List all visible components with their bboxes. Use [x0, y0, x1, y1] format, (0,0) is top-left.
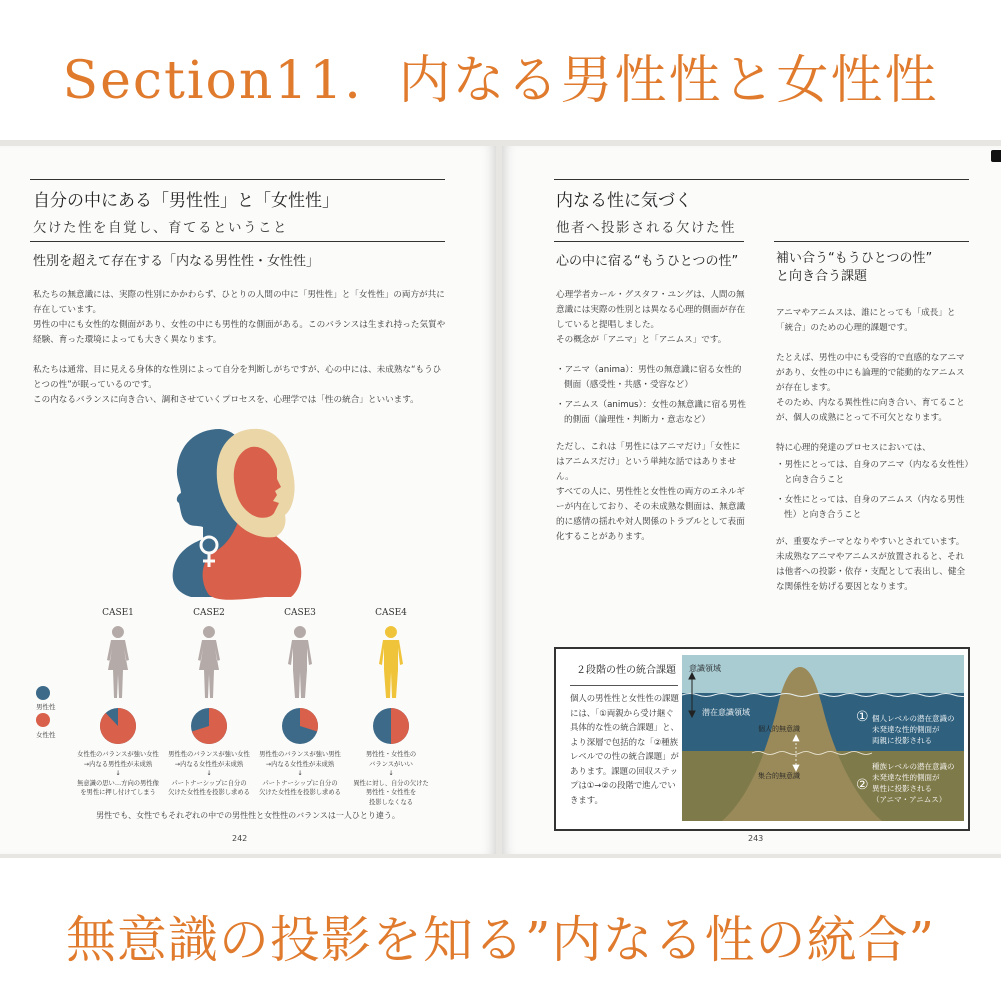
- male-figure-icon: [280, 624, 320, 700]
- title-rule-top: [30, 179, 445, 180]
- subtitle-rule: [30, 241, 445, 242]
- step-one-description: 個人レベルの潜在意識の 未発達な性的側面が 両親に投影される: [872, 714, 955, 745]
- right-page: [502, 146, 1001, 854]
- right-page-number: 243: [748, 834, 764, 843]
- diagram-title-rule: [570, 685, 678, 686]
- case-description: 女性性のバランスが強い女性 →内なる男性性が未成熟 ↓ 無意識の思い…方向の男性像 を男性に押し付けてしまう: [77, 751, 159, 796]
- pie-slice-female: [100, 708, 136, 744]
- right-page-subtitle: 他者へ投影される欠けた性: [556, 220, 736, 236]
- label-subconscious: 潜在意識領域: [702, 708, 750, 717]
- paragraph: 私たちの無意識には、実際の性別にかかわらず、ひとりの人間の中に「男性性」と「女性性」の両方が共に存在しています。: [33, 290, 445, 315]
- sky-area: [682, 655, 964, 693]
- col2-heading: 補い合う“もうひとつの性” と向き合う課題: [776, 251, 933, 284]
- paragraph: が、重要なテーマとなりやすいとされています。 未成熟なアニマやアニムスが放置されると、それは他者への投影・依存・支配として表出し、健全な関係性を妨げる要因となります。: [776, 537, 966, 592]
- list-item: ・女性にとっては、自身のアニムス（内なる男性性）と向き合うこと: [776, 495, 965, 520]
- banner-top-title: Section11．内なる男性性と女性性: [62, 51, 939, 111]
- col2-body: [776, 306, 970, 610]
- label-conscious: 意識領域: [689, 664, 721, 673]
- paragraph: 男性の中にも女性的な側面があり、女性の中にも男性的な側面がある。このバランスは生まれ持った気質や経験、育った環境によっても大きく異なります。: [33, 320, 446, 345]
- list-item: ・アニムス（animus）：女性の無意識に宿る男性的側面（論理性・判断力・意志など）: [556, 400, 746, 425]
- case-label: CASE3: [284, 608, 316, 618]
- legend-female-swatch: [36, 713, 50, 727]
- col1-rule: [554, 241, 744, 242]
- paragraph: アニマやアニムスは、誰にとっても「成長」と「統合」のための心理的課題です。: [776, 308, 956, 333]
- balance-pie-chart: [189, 706, 229, 746]
- left-page-title: 自分の中にある「男性性」と「女性性」: [33, 191, 339, 211]
- paragraph: 特に心理的発達のプロセスにおいては、: [776, 443, 931, 453]
- female-figure-icon: [189, 624, 229, 700]
- label-collective-unconscious: 集合的無意識: [758, 772, 800, 780]
- pie-slice-female: [391, 708, 409, 744]
- list-item: ・男性にとっては、自身のアニマ（内なる女性性）と向き合うこと: [776, 460, 969, 485]
- label-personal-unconscious: 個人的無意識: [758, 725, 800, 733]
- integration-diagram: [554, 647, 970, 831]
- legend-male-swatch: [36, 686, 50, 700]
- diagram-description: 個人の男性性と女性性の課題には、「①両親から受け継ぐ具体的な性の統合課題」と、より深層で包括的な「②種族レベルでの性の統合課題」があります。課題の回収ステップは①→②の段階で進んでいきます。: [570, 693, 679, 805]
- left-section-heading: 性別を超えて存在する「内なる男性性・女性性」: [33, 254, 320, 269]
- step-one-number: ①: [856, 709, 869, 725]
- col2-rule: [774, 241, 969, 242]
- case-label: CASE4: [375, 608, 407, 618]
- balance-pie-chart: [98, 706, 138, 746]
- balance-pie-chart: [280, 706, 320, 746]
- col1-body: [556, 288, 746, 560]
- right-page-title: 内なる性に気づく: [556, 191, 692, 211]
- case-description: 男性性のバランスが強い女性 →内なる女性性が未成熟 ↓ パートナーシップに自分の 欠けた女性性を投影し求める: [168, 751, 250, 796]
- step-two-description: 種族レベルの潜在意識の 未発達な性的側面が 異性に投影される （アニマ・アニムス）: [872, 762, 955, 804]
- left-caption: 男性でも、女性でもそれぞれの中での男性性と女性性のバランスは一人ひとり違う。: [96, 811, 400, 820]
- corner-tab-marker: [991, 150, 1001, 162]
- male-female-silhouette-illustration: [165, 421, 315, 601]
- female-figure-icon: [98, 624, 138, 700]
- paragraph: この内なるバランスに向き合い、調和させていくプロセスを、心理学では「性の統合」といいます。: [33, 395, 419, 405]
- col1-heading: 心の中に宿る“もうひとつの性”: [556, 254, 739, 269]
- case-label: CASE2: [193, 608, 225, 618]
- left-page-number: 242: [232, 834, 248, 843]
- case-description: 男性性・女性性の バランスがいい ↓ 異性に対し、自分の欠けた 男性性・女性性を 投影しなくなる: [353, 751, 429, 806]
- legend-female-label: 女性性: [36, 731, 56, 739]
- paragraph: たとえば、男性の中にも受容的で直感的なアニマがあり、女性の中にも論理的で能動的なアニムスが存在します。 そのため、内なる異性性に向き合い、育てることが、個人の成熟にとって不可欠となります。: [776, 353, 965, 423]
- left-page-subtitle: 欠けた性を自覚し、育てるということ: [33, 220, 288, 236]
- diagram-title: ２段階の性の統合課題: [576, 665, 676, 676]
- paragraph: ただし、これは「男性にはアニマだけ」「女性にはアニムスだけ」という単純な話ではありません。 すべての人に、男性性と女性性の両方のエネルギーが内在しており、その未成熟な側面は、無意識的に感情の揺れや対人関係のトラブルとして表面化することがあります。: [556, 442, 746, 542]
- paragraph: 私たちは通常、目に見える身体的な性別によって自分を判断しがちですが、心の中には、未成熟な“もうひとつの性”が眠っているのです。: [33, 365, 442, 390]
- banner-bottom-title: 無意識の投影を知る”内なる性の統合”: [65, 911, 936, 969]
- title-rule-top: [554, 179, 969, 180]
- balance-pie-chart: [371, 706, 411, 746]
- legend-male-label: 男性性: [36, 703, 56, 711]
- case-description: 男性性のバランスが強い男性 →内なる女性性が未成熟 ↓ パートナーシップに自分の 欠けた女性性を投影し求める: [259, 751, 341, 796]
- case-label: CASE1: [102, 608, 134, 618]
- left-body-text: [33, 288, 448, 423]
- step-two-number: ②: [856, 777, 869, 793]
- list-item: ・アニマ（anima）：男性の無意識に宿る女性的側面（感受性・共感・受容など）: [556, 365, 742, 390]
- male-figure-icon: [371, 624, 411, 700]
- paragraph: 心理学者カール・グスタフ・ユングは、人間の無意識には実際の性別とは異なる心理的側面が存在していると提唱しました。 その概念が「アニマ」と「アニムス」です。: [556, 290, 746, 345]
- left-page: [0, 146, 496, 854]
